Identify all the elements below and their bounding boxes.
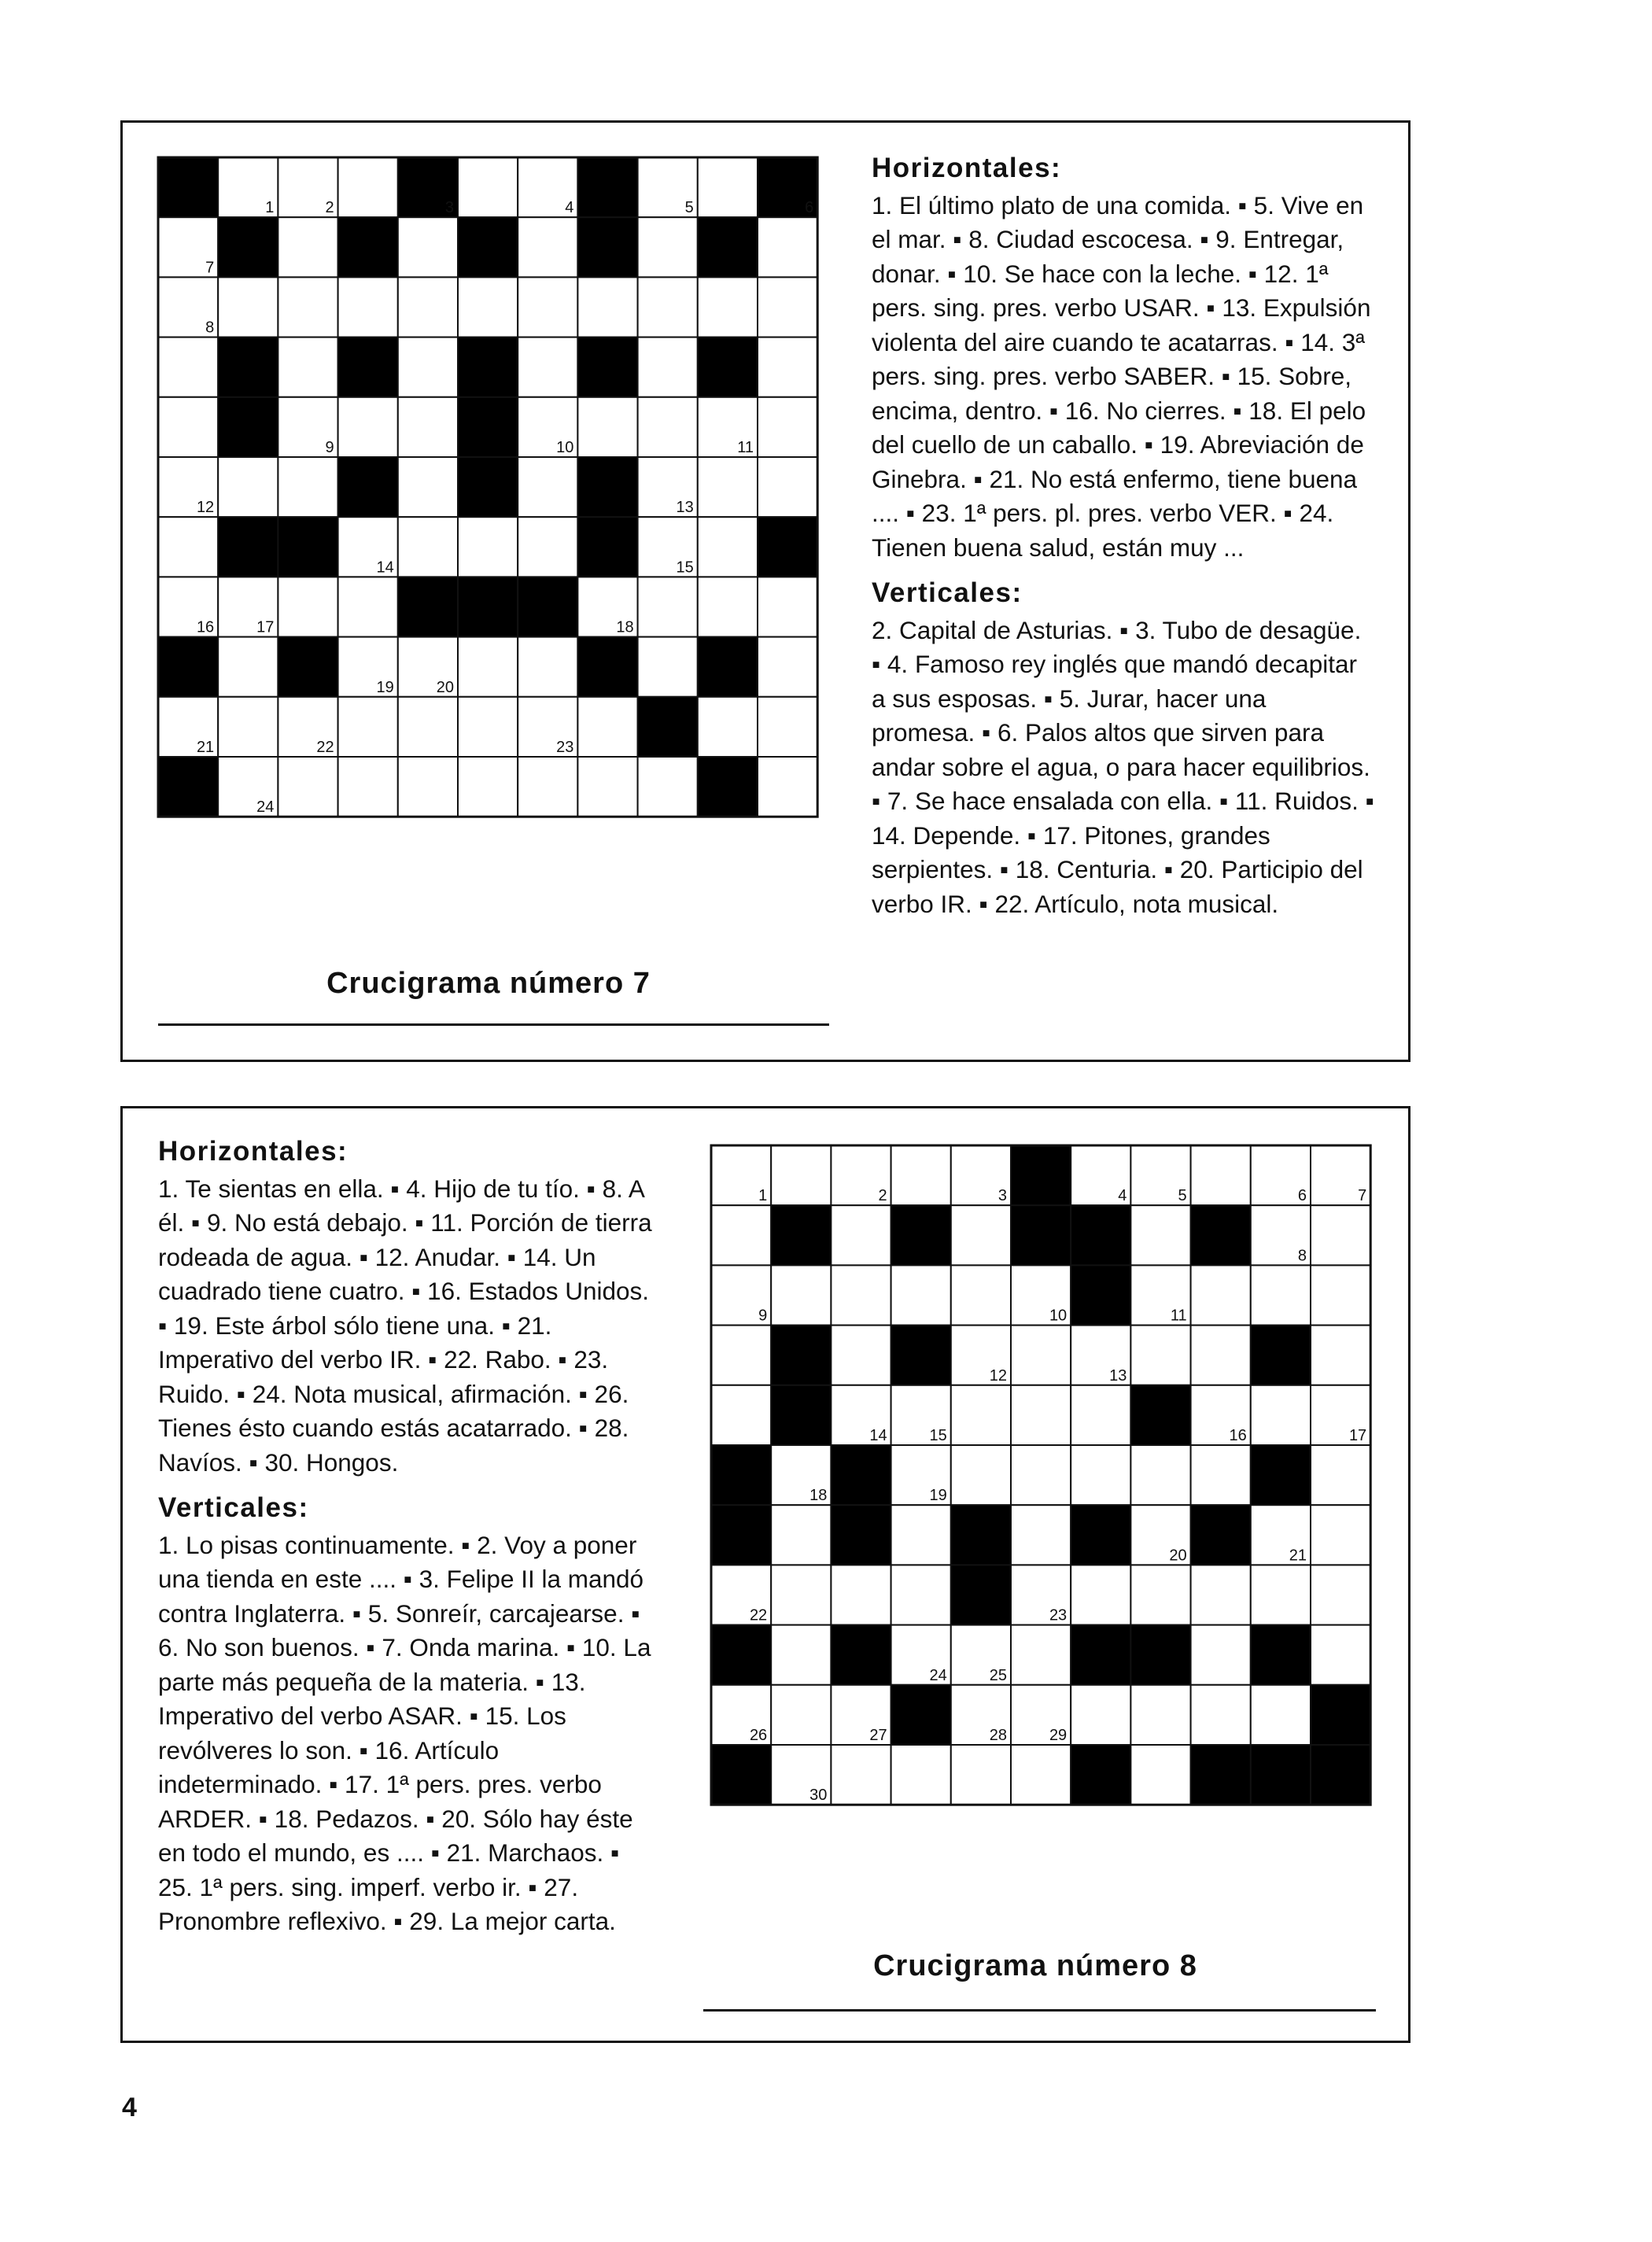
white-cell[interactable] bbox=[711, 1326, 771, 1385]
clue-number: 14 bbox=[376, 559, 394, 577]
white-cell[interactable] bbox=[338, 277, 398, 337]
black-cell bbox=[458, 457, 518, 517]
clue-number: 17 bbox=[1348, 1427, 1367, 1444]
white-cell[interactable] bbox=[891, 1265, 951, 1325]
clue-number: 24 bbox=[256, 798, 275, 817]
black-cell bbox=[1011, 1145, 1071, 1205]
crossword-7-horizontal-clues: 1. El último plato de una comida. ▪ 5. Vive en el mar. ▪ 8. Ciudad escocesa. ▪ 9. Entregar, donar. ▪ 10. Se hace con la leche. ▪ 12. 1ª pers. sing. pres. verbo USAR. ▪ 13. Expulsión violenta del aire cuando te acatarras. ▪ 14. 3ª pers. sing. pres. verbo SABER. ▪ 15. Sobre, encima, dentro. ▪ 16. No cierres. ▪ 18. El pelo del cuello de un caballo. ▪ 19. Abreviación de Ginebra. ▪ 21. No está enfermo, tiene buena .... ▪ 23. 1ª pers. pl. pres. verbo VER. ▪ 24. Tienen buena salud, están muy ... bbox=[872, 190, 1371, 562]
black-cell bbox=[891, 1685, 951, 1745]
white-cell[interactable] bbox=[1251, 1265, 1311, 1325]
black-cell bbox=[1311, 1745, 1370, 1805]
black-cell bbox=[1071, 1625, 1130, 1685]
black-cell bbox=[1251, 1445, 1311, 1505]
white-cell[interactable] bbox=[698, 157, 758, 217]
clue-number: 22 bbox=[749, 1606, 768, 1624]
white-cell[interactable] bbox=[458, 277, 518, 337]
crossword-7-panel bbox=[120, 120, 1410, 1062]
white-cell[interactable] bbox=[711, 1205, 771, 1265]
clue-number: 28 bbox=[989, 1727, 1007, 1744]
black-cell bbox=[158, 637, 218, 697]
clue-number: 26 bbox=[749, 1727, 768, 1744]
white-cell[interactable] bbox=[1311, 1265, 1370, 1325]
white-cell[interactable] bbox=[338, 397, 398, 457]
white-cell[interactable] bbox=[638, 577, 698, 636]
white-cell[interactable] bbox=[1071, 1685, 1130, 1745]
black-cell bbox=[1130, 1385, 1190, 1445]
white-cell[interactable] bbox=[158, 517, 218, 577]
black-cell bbox=[458, 397, 518, 457]
white-cell[interactable] bbox=[758, 697, 817, 757]
white-cell[interactable] bbox=[758, 397, 817, 457]
white-cell[interactable] bbox=[338, 697, 398, 757]
clue-number: 8 bbox=[205, 319, 215, 337]
crossword-7-vertical-clues: 2. Capital de Asturias. ▪ 3. Tubo de desagüe. ▪ 4. Famoso rey inglés que mandó decapitar a sus esposas. ▪ 5. Jurar, hacer una promesa. ▪ 6. Palos altos que sirven para andar sobre el agua, o para hacer equilibrios. ▪ 7. Se hace ensalada con ella. ▪ 11. Ruidos. ▪ 14. Depende. ▪ 17. Pitones, grandes serpientes. ▪ 18. Centuria. ▪ 20. Participio del verbo IR. ▪ 22. Artículo, nota musical. bbox=[872, 615, 1374, 918]
black-cell bbox=[158, 157, 218, 217]
white-cell[interactable] bbox=[338, 577, 398, 636]
clue-number: 20 bbox=[436, 678, 454, 696]
clue-number: 23 bbox=[556, 739, 574, 756]
white-cell[interactable] bbox=[1311, 1505, 1370, 1565]
white-cell[interactable] bbox=[1311, 1625, 1370, 1685]
clue-number: 12 bbox=[196, 499, 215, 517]
white-cell[interactable] bbox=[758, 637, 817, 697]
white-cell[interactable] bbox=[1130, 1745, 1190, 1805]
white-cell[interactable] bbox=[1251, 1685, 1311, 1745]
white-cell[interactable] bbox=[831, 1565, 891, 1624]
crossword-8-title-rule bbox=[703, 2009, 1376, 2012]
black-cell bbox=[218, 517, 278, 577]
clue-number: 27 bbox=[869, 1727, 887, 1744]
white-cell[interactable] bbox=[758, 217, 817, 277]
black-cell bbox=[458, 337, 518, 397]
white-cell[interactable] bbox=[758, 757, 817, 817]
clue-number: 1 bbox=[265, 199, 275, 217]
white-cell[interactable] bbox=[278, 577, 337, 636]
black-cell bbox=[577, 157, 637, 217]
white-cell[interactable] bbox=[1191, 1145, 1251, 1205]
clue-number: 1 bbox=[758, 1187, 768, 1205]
white-cell[interactable] bbox=[1251, 1385, 1311, 1445]
clue-number: 25 bbox=[989, 1666, 1007, 1684]
white-cell[interactable] bbox=[771, 1625, 831, 1685]
white-cell[interactable] bbox=[398, 457, 458, 517]
black-cell bbox=[1071, 1205, 1130, 1265]
white-cell[interactable] bbox=[398, 337, 458, 397]
black-cell bbox=[711, 1445, 771, 1505]
white-cell[interactable] bbox=[218, 637, 278, 697]
white-cell[interactable] bbox=[458, 517, 518, 577]
clue-number: 18 bbox=[616, 618, 634, 636]
white-cell[interactable] bbox=[577, 697, 637, 757]
clue-number: 5 bbox=[684, 199, 694, 217]
white-cell[interactable] bbox=[398, 277, 458, 337]
black-cell bbox=[711, 1625, 771, 1685]
black-cell bbox=[458, 217, 518, 277]
white-cell[interactable] bbox=[278, 457, 337, 517]
black-cell bbox=[1251, 1745, 1311, 1805]
clue-number: 9 bbox=[325, 439, 334, 456]
clue-number: 2 bbox=[325, 199, 334, 217]
white-cell[interactable] bbox=[698, 577, 758, 636]
crossword-grid-svg bbox=[711, 1145, 1370, 1805]
black-cell bbox=[1191, 1745, 1251, 1805]
white-cell[interactable] bbox=[698, 517, 758, 577]
black-cell bbox=[1071, 1745, 1130, 1805]
white-cell[interactable] bbox=[458, 637, 518, 697]
white-cell[interactable] bbox=[891, 1145, 951, 1205]
black-cell bbox=[1011, 1205, 1071, 1265]
white-cell[interactable] bbox=[891, 1565, 951, 1624]
black-cell bbox=[1071, 1505, 1130, 1565]
black-cell bbox=[338, 457, 398, 517]
crossword-grid-svg bbox=[158, 157, 817, 817]
black-cell bbox=[891, 1205, 951, 1265]
black-cell bbox=[278, 517, 337, 577]
clue-number: 5 bbox=[1178, 1187, 1187, 1205]
white-cell[interactable] bbox=[278, 757, 337, 817]
white-cell[interactable] bbox=[1191, 1565, 1251, 1624]
white-cell[interactable] bbox=[518, 517, 577, 577]
white-cell[interactable] bbox=[951, 1265, 1011, 1325]
crossword-8-title: Crucigrama número 8 bbox=[873, 1949, 1197, 1982]
black-cell bbox=[1251, 1625, 1311, 1685]
white-cell[interactable] bbox=[1071, 1385, 1130, 1445]
clue-number: 21 bbox=[1289, 1547, 1307, 1565]
white-cell[interactable] bbox=[951, 1205, 1011, 1265]
clue-number: 23 bbox=[1049, 1606, 1068, 1624]
white-cell[interactable] bbox=[577, 397, 637, 457]
black-cell bbox=[1251, 1326, 1311, 1385]
clue-number: 21 bbox=[196, 739, 215, 756]
white-cell[interactable] bbox=[398, 397, 458, 457]
white-cell[interactable] bbox=[518, 277, 577, 337]
clue-number: 2 bbox=[878, 1187, 887, 1205]
white-cell[interactable] bbox=[891, 1745, 951, 1805]
white-cell[interactable] bbox=[158, 397, 218, 457]
crossword-7-clues bbox=[872, 151, 1375, 921]
white-cell[interactable] bbox=[518, 217, 577, 277]
white-cell[interactable] bbox=[278, 337, 337, 397]
clue-number: 11 bbox=[1170, 1307, 1187, 1325]
clue-number: 4 bbox=[1118, 1187, 1127, 1205]
black-cell bbox=[518, 577, 577, 636]
black-cell bbox=[1130, 1625, 1190, 1685]
black-cell bbox=[278, 637, 337, 697]
white-cell[interactable] bbox=[1011, 1505, 1071, 1565]
black-cell bbox=[1311, 1685, 1370, 1745]
white-cell[interactable] bbox=[1191, 1265, 1251, 1325]
clue-number: 18 bbox=[809, 1487, 828, 1505]
white-cell[interactable] bbox=[758, 277, 817, 337]
black-cell bbox=[218, 337, 278, 397]
white-cell[interactable] bbox=[1311, 1326, 1370, 1385]
white-cell[interactable] bbox=[1011, 1745, 1071, 1805]
crossword-7-horizontal-heading: Horizontales: bbox=[872, 153, 1062, 183]
clue-number: 10 bbox=[1049, 1307, 1068, 1325]
white-cell[interactable] bbox=[1311, 1205, 1370, 1265]
white-cell[interactable] bbox=[1191, 1685, 1251, 1745]
white-cell[interactable] bbox=[638, 637, 698, 697]
clue-number: 7 bbox=[205, 259, 215, 277]
white-cell[interactable] bbox=[771, 1265, 831, 1325]
clue-number: 10 bbox=[556, 439, 574, 456]
white-cell[interactable] bbox=[771, 1505, 831, 1565]
white-cell[interactable] bbox=[518, 457, 577, 517]
white-cell[interactable] bbox=[398, 217, 458, 277]
white-cell[interactable] bbox=[758, 577, 817, 636]
white-cell[interactable] bbox=[771, 1565, 831, 1624]
crossword-8-vertical-clues: 1. Lo pisas continuamente. ▪ 2. Voy a poner una tienda en este .... ▪ 3. Felipe II la mandó contra Inglaterra. ▪ 5. Sonreír, carcajearse. ▪ 6. No son buenos. ▪ 7. Onda marina. ▪ 10. La parte más pequeña de la materia. ▪ 13. Imperativo del verbo ASAR. ▪ 15. Los revólveres lo son. ▪ 16. Artículo indeterminado. ▪ 17. 1ª pers. pres. verbo ARDER. ▪ 18. Pedazos. ▪ 20. Sólo hay éste en todo el mundo, es .... ▪ 21. Marchaos. ▪ 25. 1ª pers. sing. imperf. verbo ir. ▪ 27. Pronombre reflexivo. ▪ 29. La mejor carta. bbox=[158, 1530, 651, 1935]
white-cell[interactable] bbox=[638, 397, 698, 457]
white-cell[interactable] bbox=[1191, 1326, 1251, 1385]
black-cell bbox=[771, 1326, 831, 1385]
black-cell bbox=[458, 577, 518, 636]
clue-number: 24 bbox=[929, 1666, 947, 1684]
clue-number: 16 bbox=[1229, 1427, 1247, 1444]
white-cell[interactable] bbox=[1130, 1326, 1190, 1385]
black-cell bbox=[951, 1505, 1011, 1565]
white-cell[interactable] bbox=[1311, 1445, 1370, 1505]
crossword-7-title: Crucigrama número 7 bbox=[326, 967, 651, 1000]
white-cell[interactable] bbox=[218, 277, 278, 337]
black-cell bbox=[638, 697, 698, 757]
black-cell bbox=[711, 1505, 771, 1565]
white-cell[interactable] bbox=[158, 337, 218, 397]
white-cell[interactable] bbox=[698, 697, 758, 757]
crossword-7-grid bbox=[158, 157, 817, 817]
clue-number: 17 bbox=[256, 618, 275, 636]
clue-number: 6 bbox=[1297, 1187, 1307, 1205]
white-cell[interactable] bbox=[278, 277, 337, 337]
white-cell[interactable] bbox=[518, 757, 577, 817]
black-cell bbox=[711, 1745, 771, 1805]
crossword-8-vertical-heading: Verticales: bbox=[158, 1492, 309, 1523]
black-cell bbox=[698, 337, 758, 397]
white-cell[interactable] bbox=[577, 277, 637, 337]
clue-number: 9 bbox=[758, 1307, 768, 1325]
white-cell[interactable] bbox=[771, 1685, 831, 1745]
white-cell[interactable] bbox=[891, 1505, 951, 1565]
clue-number: 15 bbox=[929, 1427, 947, 1444]
white-cell[interactable] bbox=[831, 1205, 891, 1265]
white-cell[interactable] bbox=[1251, 1565, 1311, 1624]
white-cell[interactable] bbox=[458, 697, 518, 757]
crossword-8-clues bbox=[158, 1134, 652, 1939]
white-cell[interactable] bbox=[577, 757, 637, 817]
clue-number: 6 bbox=[805, 199, 814, 217]
black-cell bbox=[218, 217, 278, 277]
black-cell bbox=[338, 217, 398, 277]
black-cell bbox=[577, 337, 637, 397]
white-cell[interactable] bbox=[638, 277, 698, 337]
white-cell[interactable] bbox=[398, 697, 458, 757]
white-cell[interactable] bbox=[1311, 1565, 1370, 1624]
white-cell[interactable] bbox=[758, 337, 817, 397]
white-cell[interactable] bbox=[1071, 1565, 1130, 1624]
clue-number: 19 bbox=[376, 678, 394, 696]
white-cell[interactable] bbox=[698, 457, 758, 517]
white-cell[interactable] bbox=[951, 1385, 1011, 1445]
page-number: 4 bbox=[122, 2093, 137, 2122]
white-cell[interactable] bbox=[638, 337, 698, 397]
black-cell bbox=[698, 217, 758, 277]
black-cell bbox=[758, 517, 817, 577]
clue-number: 3 bbox=[997, 1187, 1007, 1205]
white-cell[interactable] bbox=[698, 277, 758, 337]
black-cell bbox=[831, 1505, 891, 1565]
white-cell[interactable] bbox=[338, 757, 398, 817]
clue-number: 7 bbox=[1358, 1187, 1367, 1205]
white-cell[interactable] bbox=[218, 457, 278, 517]
white-cell[interactable] bbox=[951, 1445, 1011, 1505]
white-cell[interactable] bbox=[831, 1326, 891, 1385]
white-cell[interactable] bbox=[1011, 1445, 1071, 1505]
white-cell[interactable] bbox=[951, 1745, 1011, 1805]
clue-number: 13 bbox=[1109, 1366, 1127, 1385]
white-cell[interactable] bbox=[458, 157, 518, 217]
black-cell bbox=[338, 337, 398, 397]
black-cell bbox=[1071, 1265, 1130, 1325]
clue-number: 20 bbox=[1169, 1547, 1187, 1565]
clue-number: 11 bbox=[737, 439, 754, 456]
white-cell[interactable] bbox=[518, 637, 577, 697]
black-cell bbox=[577, 517, 637, 577]
black-cell bbox=[398, 577, 458, 636]
crossword-8-horizontal-clues: 1. Te sientas en ella. ▪ 4. Hijo de tu tío. ▪ 8. A él. ▪ 9. No está debajo. ▪ 11. Porción de tierra rodeada de agua. ▪ 12. Anudar. ▪ 14. Un cuadrado tiene cuatro. ▪ 16. Estados Unidos. ▪ 19. Este árbol sólo tiene una. ▪ 21. Imperativo del verbo IR. ▪ 22. Rabo. ▪ 23. Ruido. ▪ 24. Nota musical, afirmación. ▪ 26. Tienes ésto cuando estás acatarrado. ▪ 28. Navíos. ▪ 30. Hongos. bbox=[158, 1174, 652, 1477]
clue-number: 3 bbox=[444, 199, 454, 217]
white-cell[interactable] bbox=[1011, 1326, 1071, 1385]
black-cell bbox=[158, 757, 218, 817]
white-cell[interactable] bbox=[1130, 1205, 1190, 1265]
white-cell[interactable] bbox=[638, 757, 698, 817]
black-cell bbox=[1191, 1205, 1251, 1265]
crossword-7-vertical-heading: Verticales: bbox=[872, 577, 1023, 608]
black-cell bbox=[577, 457, 637, 517]
white-cell[interactable] bbox=[518, 337, 577, 397]
clue-number: 22 bbox=[316, 739, 334, 756]
clue-number: 30 bbox=[809, 1787, 828, 1805]
black-cell bbox=[1191, 1505, 1251, 1565]
white-cell[interactable] bbox=[1011, 1385, 1071, 1445]
white-cell[interactable] bbox=[218, 697, 278, 757]
white-cell[interactable] bbox=[1130, 1565, 1190, 1624]
white-cell[interactable] bbox=[398, 517, 458, 577]
clue-number: 14 bbox=[869, 1427, 887, 1444]
clue-number: 8 bbox=[1297, 1247, 1307, 1265]
white-cell[interactable] bbox=[1130, 1685, 1190, 1745]
clue-number: 16 bbox=[196, 618, 215, 636]
black-cell bbox=[698, 637, 758, 697]
white-cell[interactable] bbox=[1071, 1445, 1130, 1505]
black-cell bbox=[698, 757, 758, 817]
white-cell[interactable] bbox=[1191, 1625, 1251, 1685]
white-cell[interactable] bbox=[831, 1265, 891, 1325]
black-cell bbox=[831, 1445, 891, 1505]
white-cell[interactable] bbox=[831, 1745, 891, 1805]
crossword-8-panel bbox=[120, 1106, 1410, 2043]
white-cell[interactable] bbox=[1191, 1445, 1251, 1505]
black-cell bbox=[218, 397, 278, 457]
clue-number: 29 bbox=[1049, 1727, 1068, 1744]
clue-number: 19 bbox=[929, 1487, 947, 1505]
black-cell bbox=[951, 1565, 1011, 1624]
crossword-8-grid bbox=[711, 1145, 1370, 1805]
white-cell[interactable] bbox=[398, 757, 458, 817]
black-cell bbox=[771, 1205, 831, 1265]
black-cell bbox=[577, 637, 637, 697]
white-cell[interactable] bbox=[278, 217, 337, 277]
white-cell[interactable] bbox=[458, 757, 518, 817]
white-cell[interactable] bbox=[1130, 1445, 1190, 1505]
clue-number: 13 bbox=[676, 499, 694, 517]
black-cell bbox=[771, 1385, 831, 1445]
white-cell[interactable] bbox=[771, 1145, 831, 1205]
white-cell[interactable] bbox=[758, 457, 817, 517]
white-cell[interactable] bbox=[711, 1385, 771, 1445]
white-cell[interactable] bbox=[638, 217, 698, 277]
clue-number: 15 bbox=[676, 559, 694, 577]
white-cell[interactable] bbox=[1011, 1625, 1071, 1685]
black-cell bbox=[577, 217, 637, 277]
black-cell bbox=[831, 1625, 891, 1685]
clue-number: 12 bbox=[989, 1366, 1007, 1385]
white-cell[interactable] bbox=[338, 157, 398, 217]
black-cell bbox=[891, 1326, 951, 1385]
crossword-8-horizontal-heading: Horizontales: bbox=[158, 1136, 348, 1167]
clue-number: 4 bbox=[565, 199, 574, 217]
crossword-7-title-rule bbox=[158, 1023, 829, 1026]
